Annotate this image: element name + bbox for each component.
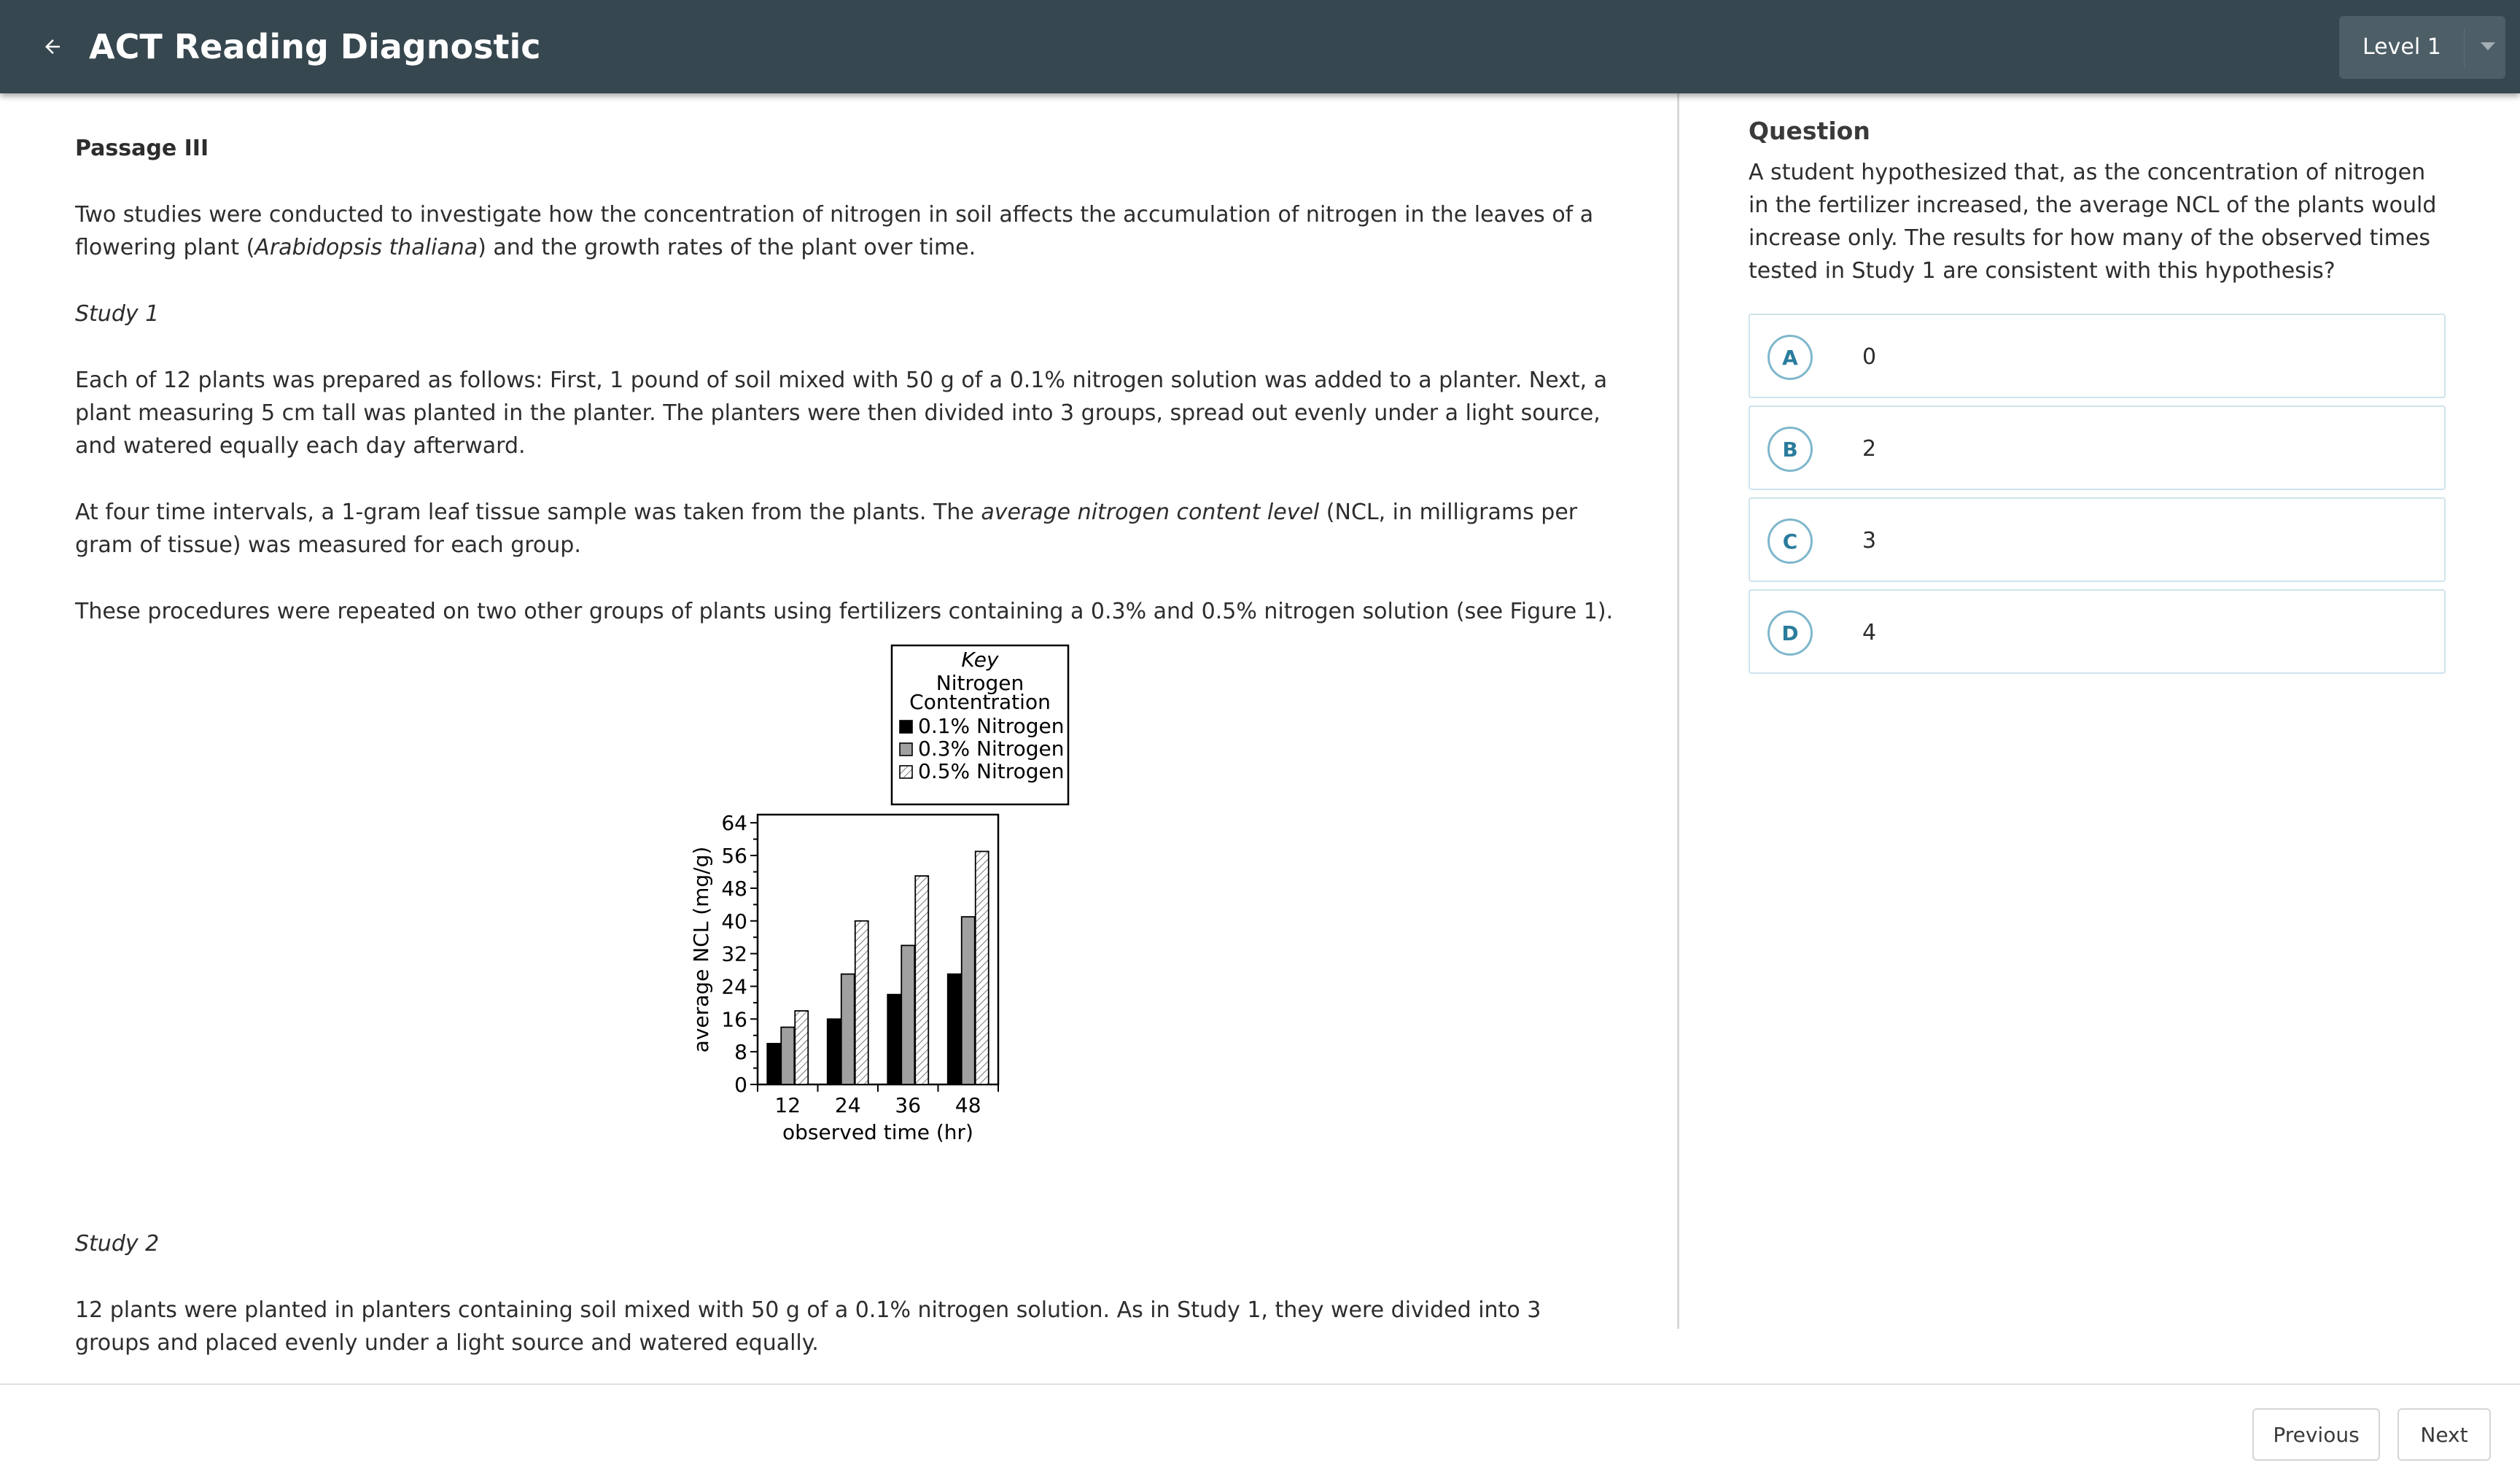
- legend-swatch: [900, 743, 912, 756]
- arrow-left-icon: [42, 36, 63, 58]
- study-2-paragraph-1: 12 plants were planted in planters containing soil mixed with 50 g of a 0.1% nitrogen solution. As in Study 1, they were divided into 3 groups and placed evenly under a light source and watered equally.: [75, 1297, 1541, 1356]
- level-dropdown-value: Level 1: [2362, 34, 2441, 60]
- study-1-paragraph-1: Each of 12 plants was prepared as follows: First, 1 pound of soil mixed with 50 g of a 0.1% nitrogen solution was added to a planter. Next, a plant measuring 5 cm tall was planted in the planter. The planters were then divided into 3 groups, spread out evenly under a light source, and watered equally each day afterward.: [75, 368, 1608, 459]
- bar-12hr-series-2: [781, 1028, 794, 1084]
- x-tick-label: 24: [834, 1093, 861, 1117]
- footer-nav: [0, 1383, 2520, 1479]
- y-tick-label: 64: [721, 811, 747, 836]
- panel-divider: [1677, 93, 1679, 1329]
- choice-value: 2: [1862, 436, 1877, 462]
- legend-subtitle-1: Nitrogen: [936, 671, 1024, 695]
- answer-choice-b[interactable]: [1749, 405, 2446, 490]
- bar-48hr-series-3: [976, 851, 989, 1084]
- species-name: Arabidopsis thaliana: [254, 235, 478, 260]
- legend-title: Key: [961, 648, 999, 672]
- legend-label: 0.3% Nitrogen: [918, 737, 1065, 761]
- answer-choice-d[interactable]: [1749, 589, 2446, 674]
- y-tick-label: 40: [721, 909, 747, 933]
- legend-label: 0.5% Nitrogen: [918, 759, 1065, 783]
- study-2-title: Study 2: [75, 1231, 160, 1257]
- ncl-term: average nitrogen content level: [981, 500, 1320, 525]
- bar-36hr-series-2: [901, 945, 914, 1084]
- x-tick-label: 48: [954, 1093, 981, 1117]
- back-button[interactable]: [32, 26, 73, 67]
- legend-subtitle-2: Contentration: [909, 690, 1051, 714]
- choice-value: 4: [1862, 620, 1877, 645]
- legend-swatch: [900, 721, 912, 733]
- x-tick-label: 36: [895, 1093, 922, 1117]
- choice-letter-badge: D: [1768, 610, 1813, 656]
- choice-value: 0: [1862, 344, 1877, 370]
- y-tick-label: 0: [734, 1073, 747, 1097]
- passage-intro: Two studies were conducted to investigate how the concentration of nitrogen in soil affects the accumulation of nitrogen in the leaves of a flowering plant (Arabidopsis thaliana) and the growth rates of the plant over time.: [75, 202, 1594, 260]
- answer-choice-c[interactable]: [1749, 497, 2446, 582]
- y-tick-label: 16: [721, 1007, 747, 1032]
- app-title: ACT Reading Diagnostic: [89, 27, 541, 66]
- question-heading: Question: [1749, 117, 1870, 145]
- caret-down-icon: [2481, 42, 2495, 50]
- choice-value: 3: [1862, 528, 1877, 554]
- answer-choice-a[interactable]: [1749, 314, 2446, 398]
- figure-1: [75, 640, 1621, 1194]
- bar-24hr-series-1: [828, 1019, 841, 1084]
- y-axis-label: average NCL (mg/g): [689, 846, 713, 1053]
- passage-panel[interactable]: [0, 93, 1677, 1384]
- question-text: A student hypothesized that, as the concentration of nitrogen in the fertilizer increased, the average NCL of the plants would increase only. The results for how many of the observed times tested in Study 1 are consistent with this hypothesis?: [1749, 160, 2437, 284]
- bar-24hr-series-2: [841, 974, 855, 1084]
- choice-letter-badge: B: [1768, 427, 1813, 472]
- y-tick-label: 32: [721, 942, 747, 966]
- y-tick-label: 48: [721, 876, 747, 901]
- bar-36hr-series-1: [887, 995, 901, 1084]
- study-1-title: Study 1: [75, 301, 160, 327]
- passage-heading: Passage III: [75, 136, 209, 161]
- choice-letter-badge: A: [1768, 335, 1813, 380]
- y-tick-label: 24: [721, 974, 747, 999]
- bar-48hr-series-1: [948, 974, 961, 1084]
- level-dropdown[interactable]: [2339, 16, 2505, 79]
- study-1-paragraph-2: At four time intervals, a 1-gram leaf tissue sample was taken from the plants. The average nitrogen content level (NCL, in milligrams per gram of tissue) was measured for each group.: [75, 500, 1578, 558]
- bar-48hr-series-2: [962, 917, 975, 1084]
- legend-swatch: [900, 766, 912, 778]
- y-tick-label: 56: [721, 844, 747, 869]
- ncl-bar-chart: [673, 640, 1081, 1194]
- next-button[interactable]: Next: [2398, 1408, 2491, 1461]
- x-axis-label: observed time (hr): [782, 1120, 973, 1144]
- legend-label: 0.1% Nitrogen: [918, 714, 1065, 738]
- bar-36hr-series-3: [915, 876, 928, 1084]
- bar-24hr-series-3: [855, 921, 868, 1084]
- dropdown-divider: [2464, 28, 2465, 67]
- y-tick-label: 8: [734, 1040, 747, 1065]
- bar-12hr-series-3: [795, 1011, 808, 1084]
- study-1-paragraph-3: These procedures were repeated on two other groups of plants using fertilizers containing a 0.3% and 0.5% nitrogen solution (see Figure 1).: [75, 599, 1614, 624]
- previous-button[interactable]: Previous: [2252, 1408, 2380, 1461]
- top-app-bar: [0, 0, 2520, 93]
- bar-12hr-series-1: [767, 1044, 780, 1084]
- x-tick-label: 12: [774, 1093, 801, 1117]
- choice-letter-badge: C: [1768, 519, 1813, 564]
